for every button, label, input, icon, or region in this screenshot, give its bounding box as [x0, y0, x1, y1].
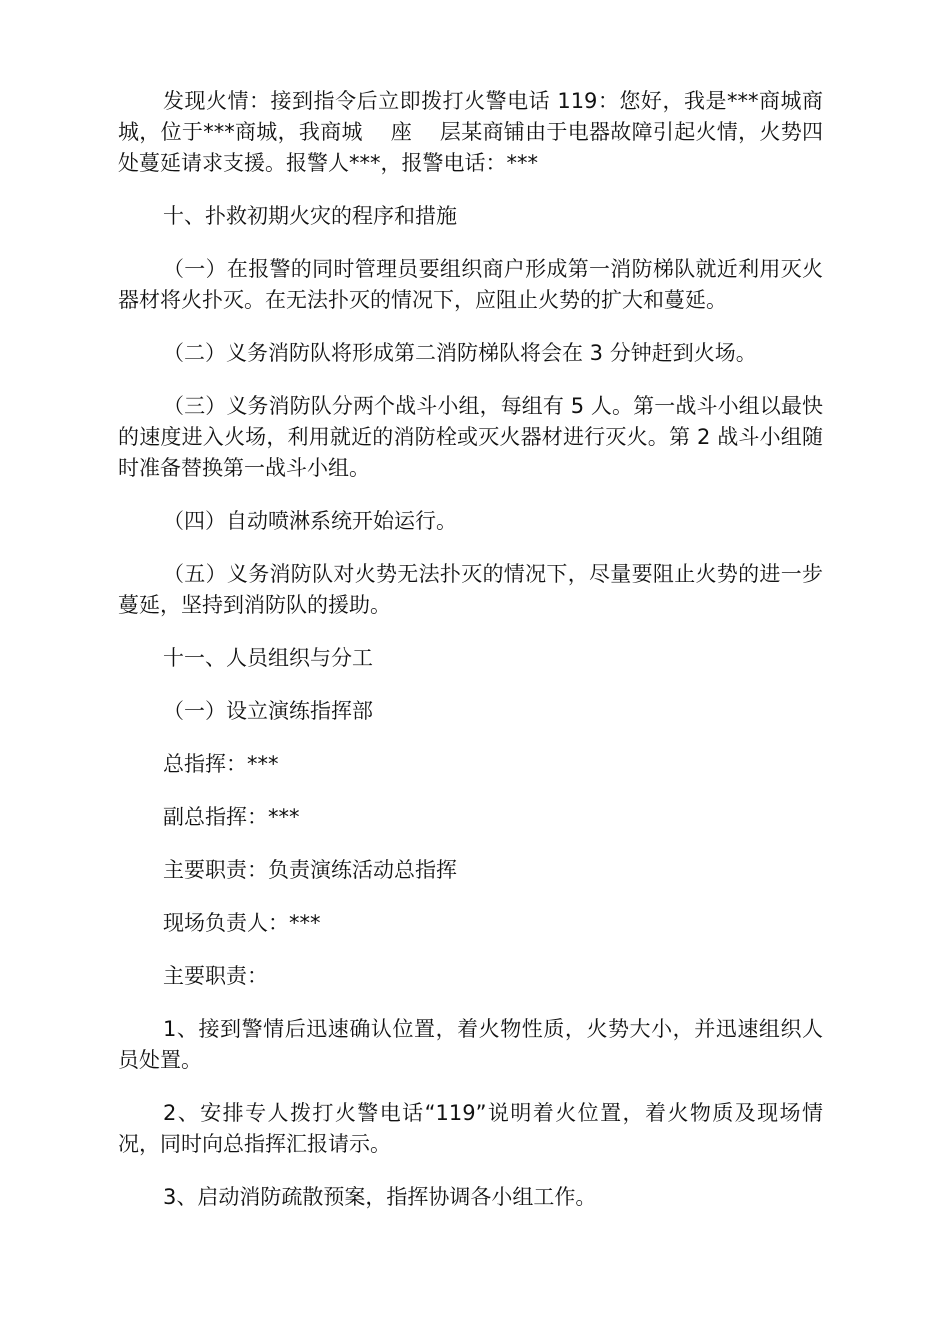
document-body [118, 86, 823, 1235]
section-heading-initial-firefighting: 十、扑救初期火灾的程序和措施 [163, 204, 457, 228]
paragraph-step-3: （三）义务消防队分两个战斗小组，每组有 5 人。第一战斗小组以最快的速度进入火场，利用就近的消防栓或灭火器材进行灭火。第 2 战斗小组随时准备替换第一战斗小组。 [118, 394, 823, 480]
section-heading-personnel: 十一、人员组织与分工 [163, 646, 373, 670]
paragraph-step-4: （四）自动喷淋系统开始运行。 [163, 509, 457, 533]
paragraph-site-leader: 现场负责人：*** [163, 911, 321, 935]
paragraph-main-duties-heading: 主要职责： [163, 964, 268, 988]
list-item-duty-1: 1、接到警情后迅速确认位置，着火物性质，火势大小，并迅速组织人员处置。 [118, 1017, 823, 1072]
paragraph-step-2: （二）义务消防队将形成第二消防梯队将会在 3 分钟赶到火场。 [163, 341, 757, 365]
paragraph-step-5: （五）义务消防队对火势无法扑灭的情况下，尽量要阻止火势的进一步蔓延，坚持到消防队的援助。 [118, 562, 823, 617]
paragraph-command-post: （一）设立演练指挥部 [163, 699, 373, 723]
paragraph-fire-report: 发现火情：接到指令后立即拨打火警电话 119：您好，我是***商城商城，位于***商城，我商城 座 层某商铺由于电器故障引起火情，火势四处蔓延请求支援。报警人***，报警电话：*** [118, 89, 823, 175]
paragraph-main-duty: 主要职责：负责演练活动总指挥 [163, 858, 457, 882]
paragraph-deputy-commander: 副总指挥：*** [163, 805, 300, 829]
list-item-duty-2: 2、安排专人拨打火警电话“119”说明着火位置，着火物质及现场情况，同时向总指挥汇报请示。 [118, 1101, 823, 1156]
list-item-duty-3: 3、启动消防疏散预案，指挥协调各小组工作。 [163, 1185, 597, 1209]
paragraph-step-1: （一）在报警的同时管理员要组织商户形成第一消防梯队就近利用灭火器材将火扑灭。在无法扑灭的情况下，应阻止火势的扩大和蔓延。 [118, 257, 823, 312]
paragraph-commander: 总指挥：*** [163, 752, 279, 776]
